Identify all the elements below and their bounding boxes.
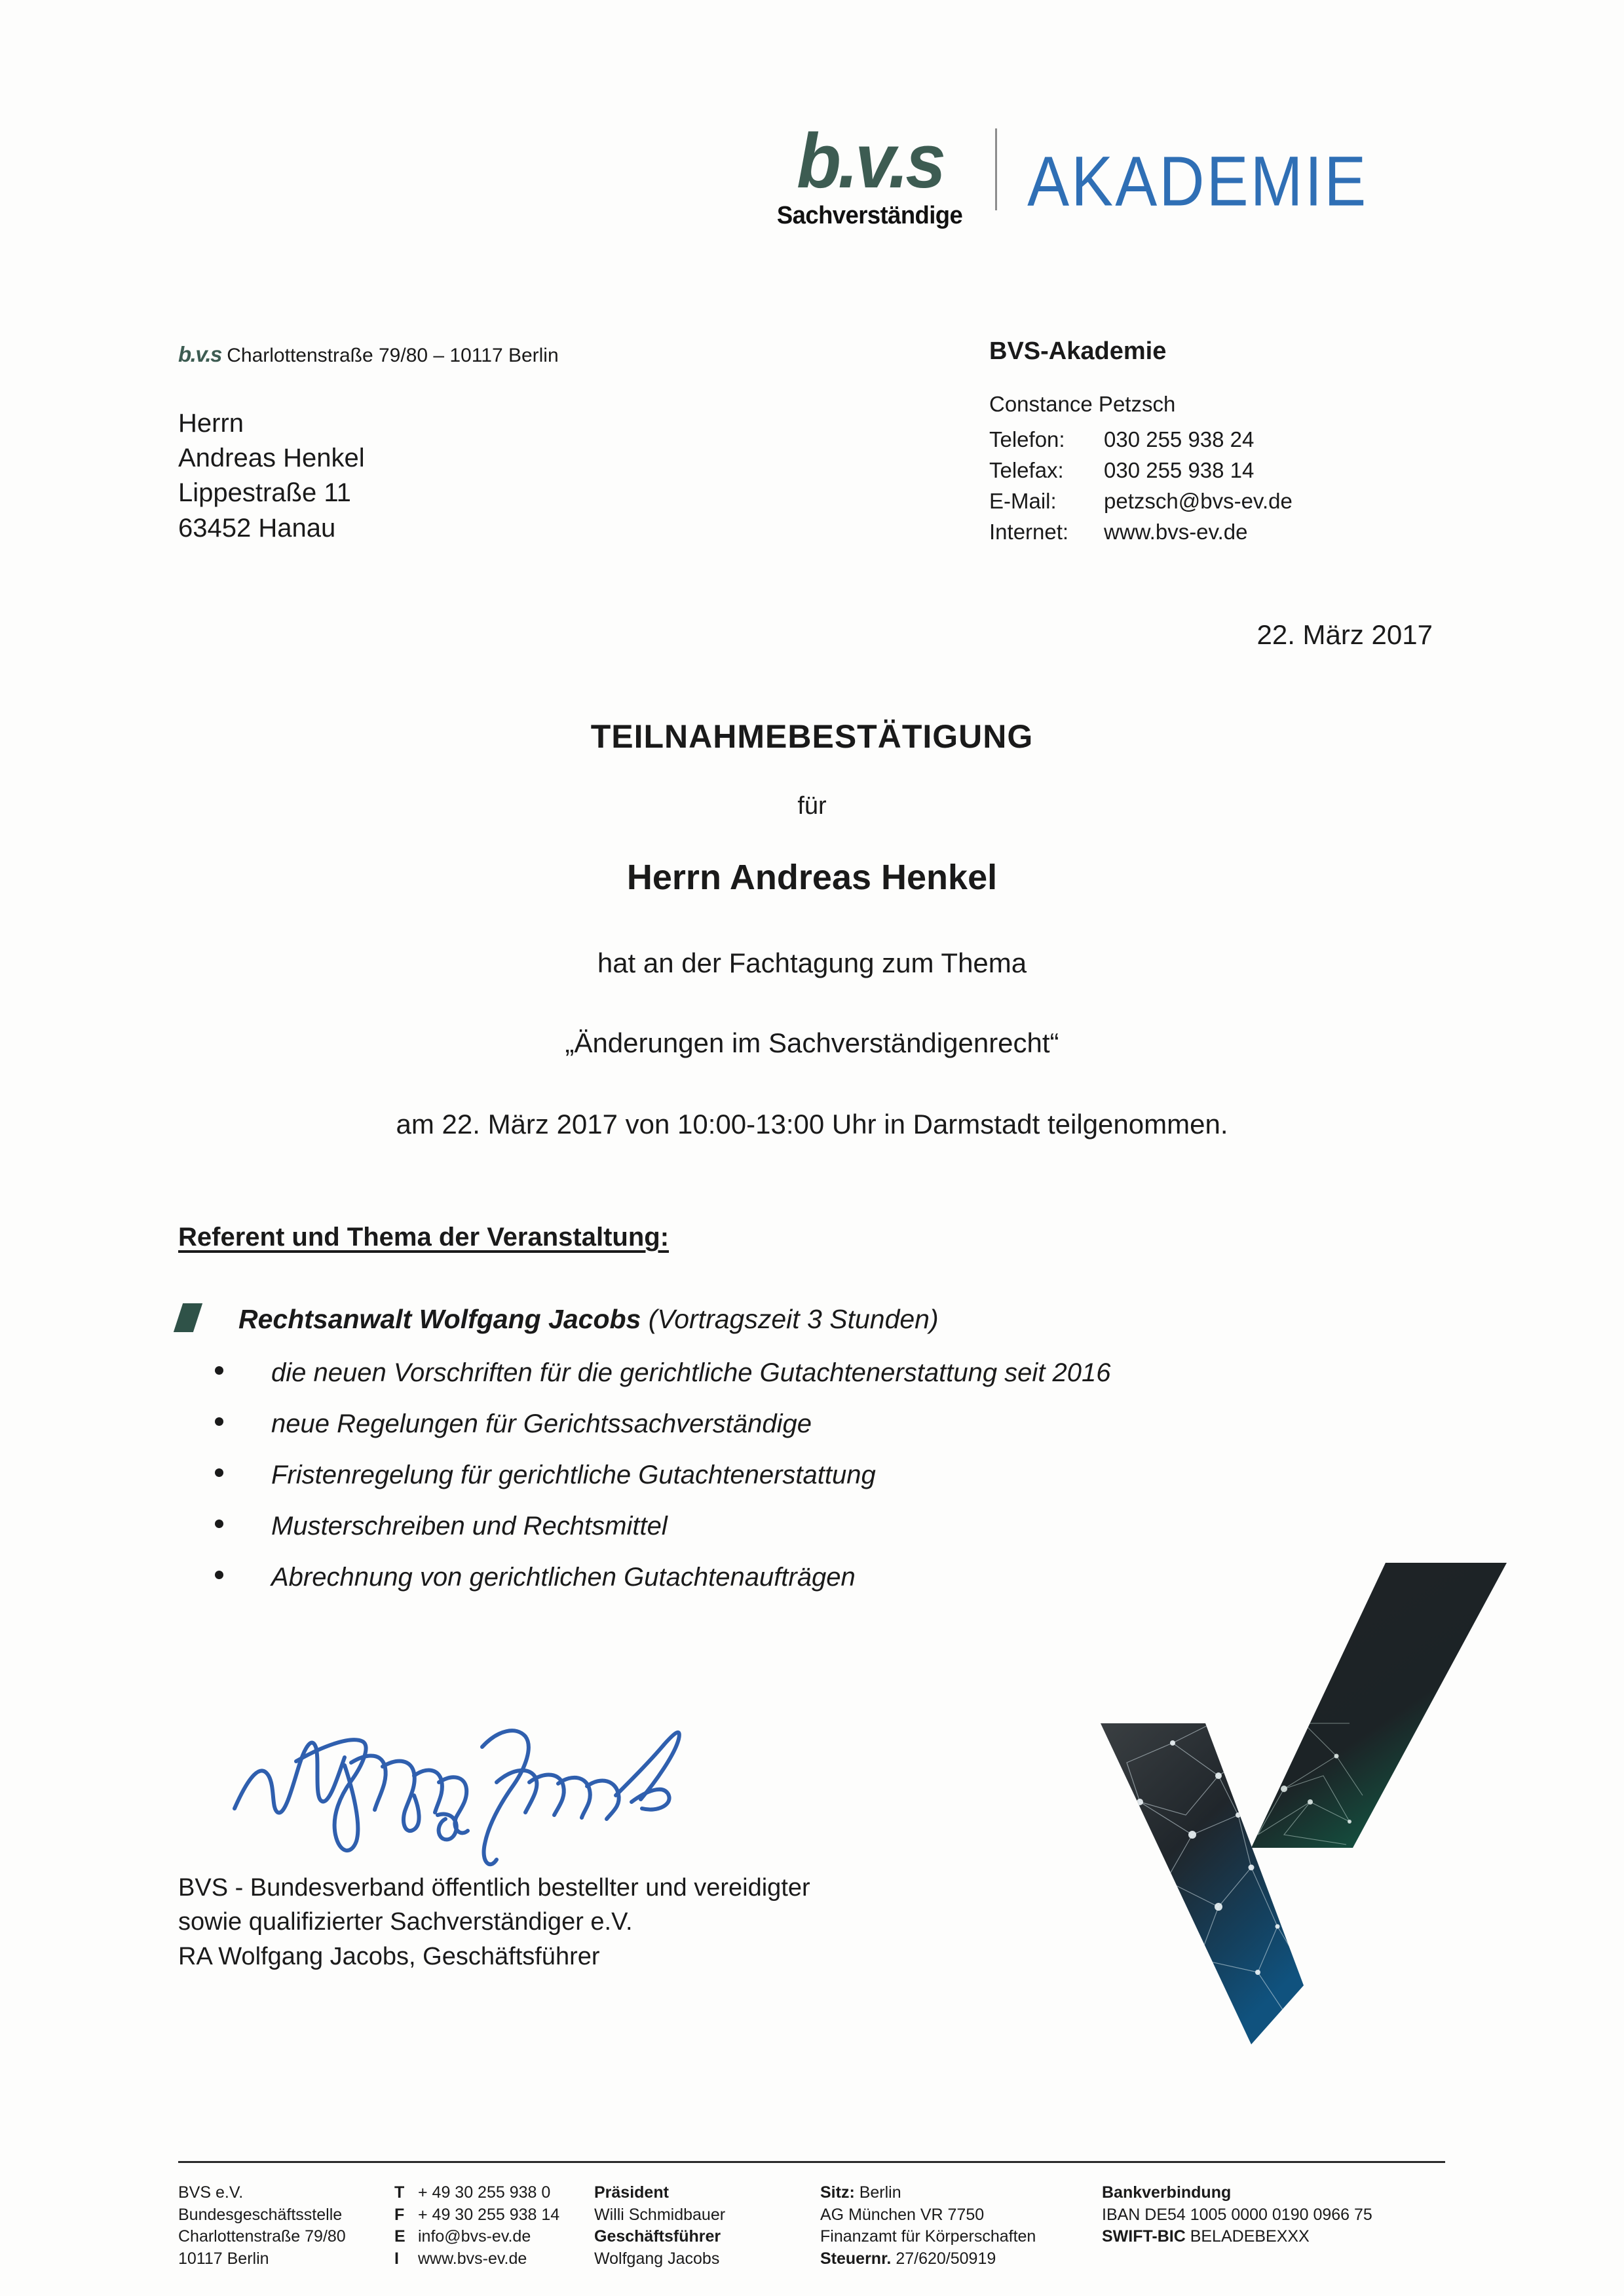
footer-line: Bundesgeschäftsstelle [178, 2205, 343, 2224]
sender-return-address [178, 342, 559, 367]
footer-key: E [394, 2227, 406, 2246]
recipient-address-block [178, 406, 365, 546]
footer-register: AG München VR 7750 [820, 2205, 985, 2224]
contact-row-email [989, 486, 1293, 517]
topic-text: Musterschreiben und Rechtsmittel [271, 1512, 668, 1540]
speaker-name-and-duration [238, 1304, 939, 1335]
contact-row-internet [989, 517, 1293, 548]
bullet-dot-icon [215, 1417, 223, 1426]
topic-text: Fristenregelung für gerichtliche Gutachtenerstattung [271, 1461, 876, 1489]
signature-line: BVS - Bundesverband öffentlich bestellter und vereidigter [178, 1874, 810, 1902]
footer-value: info@bvs-ev.de [418, 2227, 531, 2246]
recipient-line: Andreas Henkel [178, 444, 365, 473]
topic-text: Abrechnung von gerichtlichen Gutachtenaufträgen [271, 1563, 856, 1592]
certificate-title: TEILNAHMEBESTÄTIGUNG [590, 718, 1034, 755]
sender-logo-mark: b.v.s [178, 342, 221, 366]
contact-value: petzsch@bvs-ev.de [1104, 488, 1293, 513]
footer-divider [178, 2161, 1445, 2163]
signature-line: sowie qualifizierter Sachverständiger e.V. [178, 1908, 633, 1936]
footer-praesident-name: Willi Schmidbauer [594, 2205, 726, 2224]
slash-marker-icon [174, 1303, 202, 1332]
akademie-wordmark: AKADEMIE [1027, 142, 1369, 221]
footer-email-row [394, 2226, 594, 2248]
footer-sitz-value: Berlin [854, 2183, 901, 2202]
list-item [178, 1462, 1111, 1488]
document-date: 22. März 2017 [1256, 619, 1433, 650]
bullet-dot-icon [215, 1520, 223, 1528]
recipient-line: 63452 Hanau [178, 513, 336, 543]
speaker-section [178, 1223, 1111, 1590]
footer-column-legal [820, 2182, 1102, 2270]
signature-line: RA Wolfgang Jacobs, Geschäftsführer [178, 1942, 600, 1970]
footer-key: T [394, 2183, 405, 2202]
footer-value: www.bvs-ev.de [418, 2249, 527, 2268]
certificate-fuer-label: für [797, 792, 827, 820]
footer-fax-row [394, 2204, 594, 2227]
contact-block [989, 337, 1293, 547]
footer-line: Charlottenstraße 79/80 [178, 2227, 346, 2246]
footer-web-row [394, 2248, 594, 2270]
footer-line: 10117 Berlin [178, 2249, 269, 2268]
handwritten-signature [223, 1684, 734, 1881]
list-item [178, 1513, 1111, 1539]
sender-address-text: Charlottenstraße 79/80 – 10117 Berlin [227, 345, 559, 366]
footer-key: I [394, 2249, 399, 2268]
contact-value: www.bvs-ev.de [1104, 519, 1248, 544]
footer-steuernr-label: Steuernr. [820, 2249, 892, 2268]
certificate-date-location-line: am 22. März 2017 von 10:00-13:00 Uhr in Darmstadt teilgenommen. [396, 1109, 1228, 1139]
list-item [178, 1564, 1111, 1590]
contact-key: Internet: [989, 519, 1069, 544]
footer-geschaeftsfuehrer-name: Wolfgang Jacobs [594, 2249, 720, 2268]
speaker-main-row [178, 1299, 1111, 1335]
logo-divider [995, 128, 997, 210]
speaker-topic-list [178, 1360, 1111, 1590]
brand-header [773, 118, 1369, 230]
contact-key: E-Mail: [989, 488, 1057, 513]
footer-value: + 49 30 255 938 14 [418, 2205, 560, 2224]
certificate-body [0, 718, 1624, 1140]
bvs-logo [773, 118, 995, 230]
speaker-duration: (Vortragszeit 3 Stunden) [641, 1304, 939, 1334]
footer-geschaeftsfuehrer-label: Geschäftsführer [594, 2227, 721, 2246]
footer-bank-label: Bankverbindung [1102, 2183, 1232, 2202]
bullet-dot-icon [215, 1468, 223, 1477]
contact-value: 030 255 938 14 [1104, 457, 1255, 482]
footer-finanzamt: Finanzamt für Körperschaften [820, 2227, 1036, 2246]
bvs-wordmark: b.v.s [796, 118, 943, 204]
recipient-line: Lippestraße 11 [178, 478, 351, 508]
contact-org-name: BVS-Akademie [989, 337, 1167, 365]
checkmark-logo-graphic [1087, 1527, 1546, 2077]
contact-key: Telefon: [989, 427, 1065, 451]
topic-text: die neuen Vorschriften für die gerichtliche Gutachtenerstattung seit 2016 [271, 1358, 1111, 1387]
contact-value: 030 255 938 24 [1104, 427, 1255, 451]
footer-value: + 49 30 255 938 0 [418, 2183, 551, 2202]
footer-phone-row [394, 2182, 594, 2204]
certificate-statement-line: hat an der Fachtagung zum Thema [597, 947, 1027, 978]
footer-column-officers [594, 2182, 820, 2270]
speaker-section-heading: Referent und Thema der Veranstaltung: [178, 1223, 670, 1252]
footer-column-bank [1102, 2182, 1443, 2270]
certificate-participant-name: Herrn Andreas Henkel [626, 858, 998, 897]
speaker-name: Rechtsanwalt Wolfgang Jacobs [238, 1304, 641, 1334]
footer-swift-label: SWIFT-BIC [1102, 2227, 1186, 2246]
footer [178, 2182, 1462, 2270]
contact-person-name: Constance Petzsch [989, 392, 1176, 416]
recipient-line: Herrn [178, 409, 244, 438]
list-item [178, 1411, 1111, 1437]
footer-line: BVS e.V. [178, 2183, 244, 2202]
certificate-topic: „Änderungen im Sachverständigenrecht“ [565, 1027, 1059, 1058]
bullet-dot-icon [215, 1571, 223, 1579]
bvs-logo-subtitle: Sachverständige [776, 202, 963, 230]
topic-text: neue Regelungen für Gerichtssachverständige [271, 1409, 812, 1438]
signature-text-block [178, 1871, 810, 1974]
footer-swift-value: BELADEBEXXX [1185, 2227, 1310, 2246]
contact-key: Telefax: [989, 457, 1064, 482]
list-item [178, 1360, 1111, 1386]
footer-key: F [394, 2205, 405, 2224]
footer-sitz-label: Sitz: [820, 2183, 855, 2202]
contact-row-telefax [989, 455, 1293, 486]
bullet-dot-icon [215, 1366, 223, 1375]
footer-praesident-label: Präsident [594, 2183, 669, 2202]
footer-column-contact [394, 2182, 594, 2270]
footer-steuernr-value: 27/620/50919 [891, 2249, 996, 2268]
contact-row-telefon [989, 425, 1293, 455]
footer-iban: IBAN DE54 1005 0000 0190 0966 75 [1102, 2205, 1372, 2224]
footer-column-address [178, 2182, 394, 2270]
